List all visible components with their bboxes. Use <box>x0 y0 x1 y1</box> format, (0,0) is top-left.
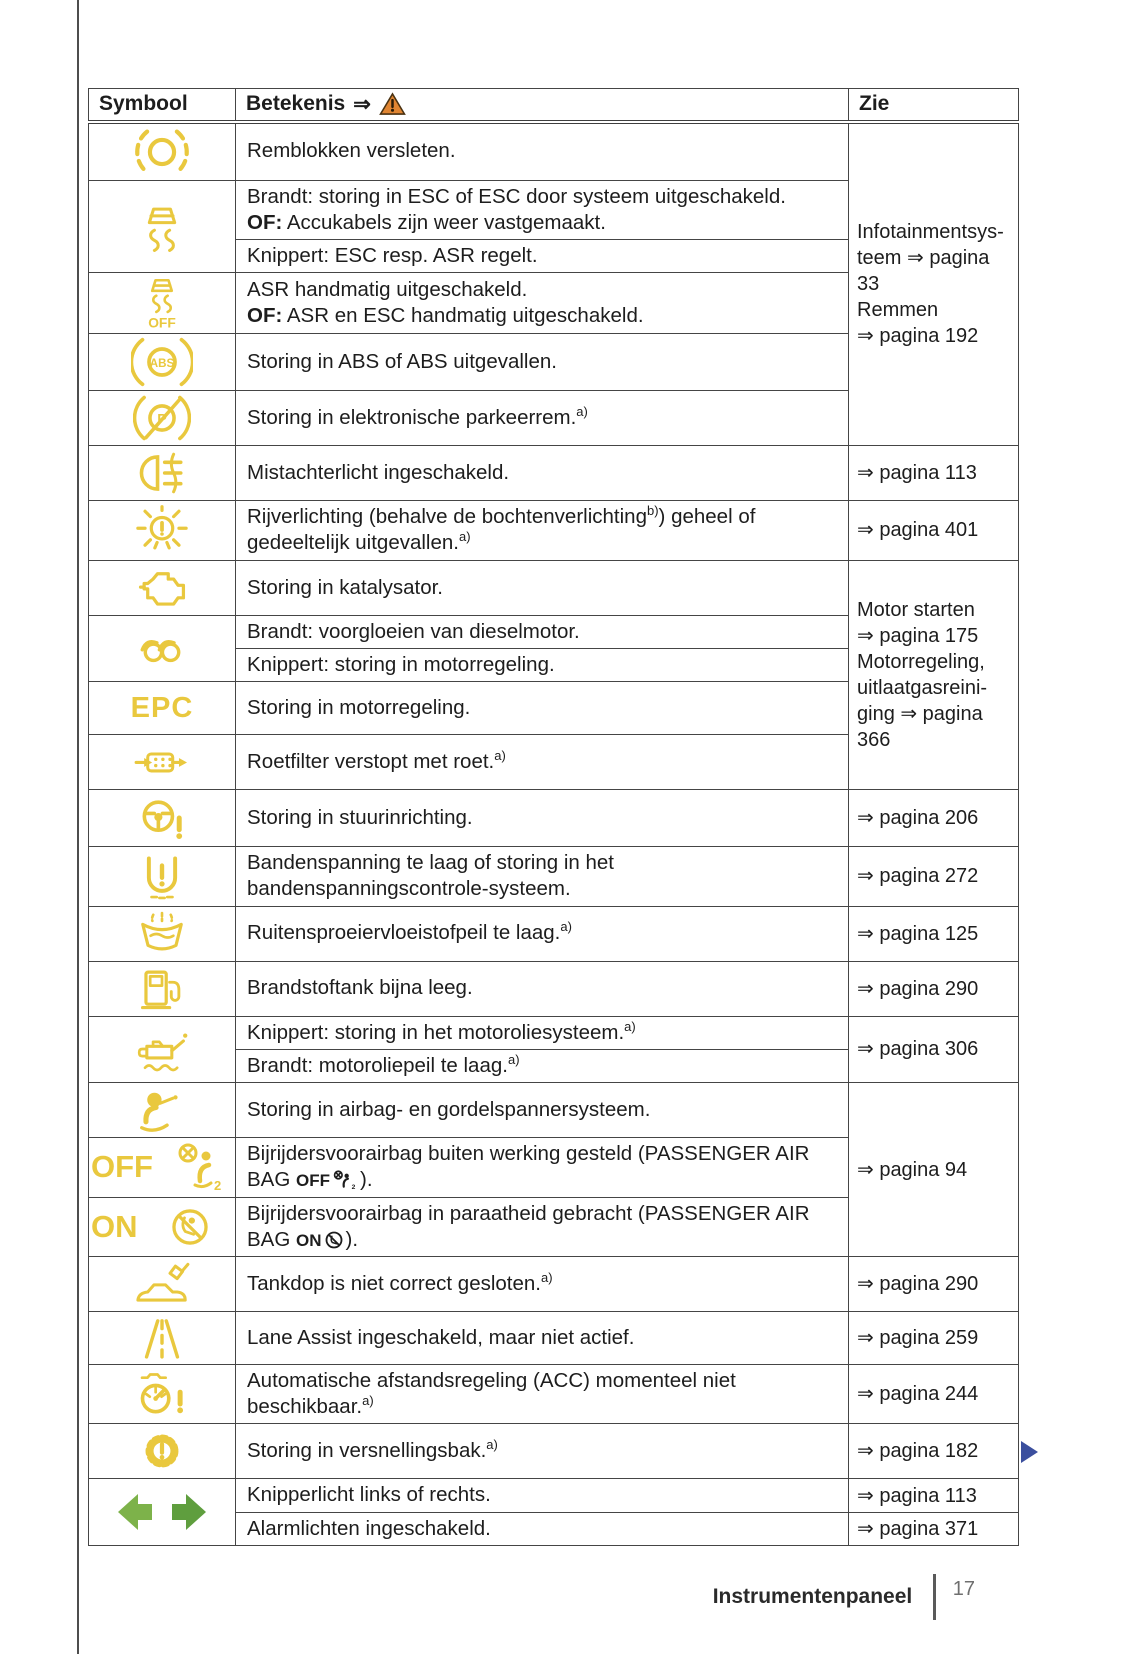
see-ref: Motor starten <box>857 598 975 621</box>
symbol-cell <box>89 1365 236 1424</box>
symbol-cell <box>89 1312 236 1365</box>
meaning-cell <box>236 446 849 501</box>
see-ref: ⇒ pagina 272 <box>857 865 979 888</box>
see-ref: Motorregeling, uitlaatgasreini-ging ⇒ pagina 366 <box>857 650 988 751</box>
meaning-cell <box>236 391 849 446</box>
passenger-airbag-on-inline-icon <box>324 1230 344 1250</box>
see-cell <box>849 1512 1019 1545</box>
footer-page-number: 17 <box>952 1578 975 1600</box>
meaning-text: Storing in elektronische parkeerrem. <box>247 406 577 430</box>
warning-triangle-icon <box>379 92 406 116</box>
symbol-cell <box>89 1424 236 1479</box>
see-ref: ⇒ pagina 290 <box>857 977 979 1000</box>
meaning-keyword: OF: <box>247 210 283 234</box>
see-cell <box>849 847 1019 906</box>
meaning-text: Storing in versnellingsbak. <box>247 1439 487 1463</box>
footer-section-title: Instrumentenpaneel <box>712 1585 913 1608</box>
meaning-cell <box>236 334 849 391</box>
rear-fog-light-icon <box>133 448 191 498</box>
meaning-keyword: OF: <box>247 304 283 328</box>
meaning-text: Storing in katalysator. <box>247 575 443 599</box>
tire-pressure-icon <box>134 850 190 902</box>
symbol-cell <box>89 391 236 446</box>
footnote-marker: a) <box>486 1437 498 1453</box>
gearbox-warning-icon <box>135 1426 189 1476</box>
symbol-cell <box>89 1016 236 1082</box>
meaning-cell <box>236 1138 849 1197</box>
passenger-airbag-off-inline-icon <box>332 1170 358 1190</box>
meaning-text: Brandt: motoroliepeil te laag. <box>247 1053 508 1077</box>
table-row <box>89 122 1019 181</box>
meaning-text: Storing in motorregeling. <box>247 696 471 720</box>
meaning-cell <box>236 1016 849 1049</box>
abs-warning-icon <box>131 336 193 388</box>
see-cell <box>849 1479 1019 1512</box>
see-ref: ⇒ pagina 206 <box>857 807 979 830</box>
symbol-cell <box>89 1257 236 1312</box>
see-cell <box>849 1016 1019 1082</box>
symbol-cell <box>89 334 236 391</box>
meaning-text: Storing in stuurinrichting. <box>247 806 473 830</box>
col-header-see <box>849 89 1019 122</box>
table-row <box>89 446 1019 501</box>
epc-icon: EPC <box>130 691 194 724</box>
symbol-cell <box>89 1138 236 1197</box>
steering-warning-icon <box>133 792 191 844</box>
svg-text:ABS: ABS <box>149 357 175 371</box>
symbol-cell <box>89 560 236 615</box>
meaning-text: Mistachterlicht ingeschakeld. <box>247 461 510 485</box>
passenger-airbag-on-glyph-icon <box>168 1205 212 1249</box>
meaning-text: ). <box>360 1168 373 1192</box>
footnote-marker: a) <box>507 1052 520 1068</box>
symbol-cell <box>89 790 236 847</box>
see-cell <box>849 1312 1019 1365</box>
see-ref: ⇒ pagina 113 <box>857 1484 977 1507</box>
symbol-cell <box>89 735 236 790</box>
meaning-text: Knippert: ESC resp. ASR regelt. <box>247 243 538 267</box>
engine-oil-icon <box>133 1024 191 1074</box>
table-row <box>89 847 1019 906</box>
footnote-marker: a) <box>458 529 471 545</box>
meaning-cell <box>236 1197 849 1256</box>
symbol-cell <box>89 122 236 181</box>
see-ref: ⇒ pagina 94 <box>857 1158 968 1181</box>
table-row <box>89 1365 1019 1424</box>
meaning-cell <box>236 1365 849 1424</box>
meaning-text: ASR en ESC handmatig uitgeschakeld. <box>282 304 644 328</box>
check-engine-icon <box>132 563 192 613</box>
symbol-cell <box>89 180 236 273</box>
col-header-symbol <box>89 89 236 122</box>
meaning-cell <box>236 560 849 615</box>
meaning-text: Rijverlichting (behalve de bochtenverlichting <box>247 505 647 529</box>
symbol-cell <box>89 682 236 735</box>
meaning-cell <box>236 615 849 648</box>
meaning-text: Storing in airbag- en gordelspannersysteem. <box>247 1097 651 1121</box>
brake-pads-worn-icon <box>132 126 192 178</box>
meaning-text: Accukabels zijn weer vastgemaakt. <box>282 210 606 234</box>
meaning-cell <box>236 1049 849 1082</box>
meaning-text: Knipperlicht links of rechts. <box>247 1483 491 1507</box>
footnote-marker: a) <box>624 1018 636 1034</box>
meaning-text: ). <box>345 1227 359 1251</box>
meaning-cell <box>236 239 849 272</box>
turn-signals-icon <box>114 1490 210 1534</box>
symbol-cell <box>89 273 236 334</box>
symbol-cell <box>89 847 236 906</box>
meaning-cell <box>236 501 849 560</box>
asr-off-icon <box>136 275 188 331</box>
table-row <box>89 1083 1019 1138</box>
table-header-row <box>89 89 1019 122</box>
meaning-cell <box>236 1479 849 1512</box>
meaning-cell <box>236 122 849 181</box>
svg-text:2: 2 <box>351 1184 356 1191</box>
see-ref: Infotainmentsys-teem ⇒ pagina 33 <box>857 221 1004 296</box>
table-row <box>89 961 1019 1016</box>
glow-plug-icon <box>133 624 191 672</box>
meaning-keyword: ON <box>296 1230 322 1250</box>
symbol-cell <box>89 1479 236 1545</box>
footnote-marker: a) <box>576 404 588 420</box>
see-ref: ⇒ pagina 244 <box>857 1383 979 1406</box>
meaning-text: Brandstoftank bijna leeg. <box>247 976 473 1000</box>
meaning-cell <box>236 1512 849 1545</box>
table-row <box>89 1424 1019 1479</box>
warning-lights-table <box>88 88 1019 1546</box>
meaning-cell <box>236 1312 849 1365</box>
passenger-airbag-on-icon <box>91 1205 233 1249</box>
svg-text:OFF: OFF <box>148 314 176 331</box>
see-cell <box>849 790 1019 847</box>
meaning-text: Roetfilter verstopt met roet. <box>247 750 495 774</box>
meaning-text: Ruitensproeiervloeistofpeil te laag. <box>247 921 561 945</box>
footer-divider <box>933 1574 936 1620</box>
col-header-meaning <box>236 89 849 122</box>
col-header-meaning-label: Betekenis <box>246 92 346 116</box>
meaning-cell <box>236 1083 849 1138</box>
table-row <box>89 1016 1019 1049</box>
col-header-see-label: Zie <box>859 92 890 116</box>
footnote-marker: b) <box>646 503 659 519</box>
col-header-symbol-label: Symbool <box>99 92 188 116</box>
next-page-arrow-icon <box>1021 1441 1038 1463</box>
meaning-cell <box>236 180 849 239</box>
parking-brake-warning-icon <box>133 393 191 443</box>
symbol-cell <box>89 961 236 1016</box>
washer-fluid-icon <box>134 909 190 959</box>
meaning-text: Brandt: voorgloeien van dieselmotor. <box>247 619 580 643</box>
passenger-airbag-off-icon <box>91 1143 233 1191</box>
symbol-cell <box>89 615 236 681</box>
meaning-text: Bijrijdersvoorairbag in paraatheid gebracht (PASSENGER AIR BAG <box>247 1201 810 1251</box>
see-cell <box>849 1257 1019 1312</box>
symbol-cell <box>89 1197 236 1256</box>
see-cell <box>849 122 1019 446</box>
see-cell <box>849 560 1019 789</box>
meaning-text: Alarmlichten ingeschakeld. <box>247 1516 491 1540</box>
meaning-text: Tankdop is niet correct gesloten. <box>247 1271 541 1295</box>
light-failure-icon <box>133 505 191 555</box>
see-ref: ⇒ pagina 125 <box>857 922 979 945</box>
particulate-filter-icon <box>131 737 193 787</box>
meaning-text: Remblokken versleten. <box>247 139 456 163</box>
on-label: ON <box>91 1208 138 1244</box>
see-ref: ⇒ pagina 401 <box>857 519 979 542</box>
symbol-cell <box>89 501 236 560</box>
meaning-text: Bijrijdersvoorairbag buiten werking gesteld (PASSENGER AIR BAG <box>247 1142 810 1192</box>
meaning-cell <box>236 648 849 681</box>
fuel-cap-icon <box>133 1259 191 1309</box>
meaning-text: Brandt: storing in ESC of ESC door systeem uitgeschakeld. <box>247 184 786 208</box>
acc-unavailable-icon <box>133 1368 191 1420</box>
see-ref: Remmen <box>857 299 939 322</box>
airbag-warning-icon <box>135 1085 189 1135</box>
meaning-text: ) geheel of gedeeltelijk uitgevallen. <box>247 505 756 555</box>
see-cell <box>849 961 1019 1016</box>
see-cell <box>849 501 1019 560</box>
esc-warning-icon <box>135 197 189 255</box>
table-row <box>89 560 1019 615</box>
meaning-cell <box>236 682 849 735</box>
see-cell <box>849 1365 1019 1424</box>
off-label: OFF <box>91 1149 153 1185</box>
see-cell <box>849 446 1019 501</box>
meaning-cell <box>236 847 849 906</box>
table-row <box>89 1479 1019 1512</box>
see-ref: ⇒ pagina 290 <box>857 1273 979 1296</box>
meaning-cell <box>236 790 849 847</box>
footnote-marker: a) <box>494 748 506 764</box>
ref-arrow: ⇒ <box>353 92 371 116</box>
see-ref: ⇒ pagina 371 <box>857 1517 979 1540</box>
table-row <box>89 1312 1019 1365</box>
meaning-text: Automatische afstandsregeling (ACC) momenteel niet beschikbaar. <box>247 1369 736 1419</box>
footnote-marker: a) <box>560 919 572 935</box>
see-ref: ⇒ pagina 192 <box>857 325 979 348</box>
meaning-text: Lane Assist ingeschakeld, maar niet actief. <box>247 1325 635 1349</box>
table-row <box>89 906 1019 961</box>
footnote-marker: a) <box>541 1270 553 1286</box>
see-ref: ⇒ pagina 306 <box>857 1038 979 1061</box>
see-cell <box>849 1083 1019 1257</box>
symbol-cell <box>89 446 236 501</box>
svg-text:P: P <box>157 411 167 428</box>
meaning-cell <box>236 1257 849 1312</box>
meaning-cell <box>236 961 849 1016</box>
symbol-cell <box>89 906 236 961</box>
table-row <box>89 501 1019 560</box>
meaning-cell <box>236 1424 849 1479</box>
page-footer <box>713 1574 975 1620</box>
see-cell <box>849 906 1019 961</box>
meaning-cell <box>236 735 849 790</box>
lane-assist-icon <box>134 1314 190 1362</box>
see-ref: ⇒ pagina 175 <box>857 624 979 647</box>
passenger-airbag-off-glyph-icon <box>174 1143 222 1191</box>
table-row <box>89 790 1019 847</box>
meaning-keyword: OFF <box>296 1171 330 1191</box>
see-ref: ⇒ pagina 259 <box>857 1327 979 1350</box>
meaning-cell <box>236 906 849 961</box>
see-cell <box>849 1424 1019 1479</box>
see-ref: ⇒ pagina 182 <box>857 1440 979 1463</box>
meaning-text: ASR handmatig uitgeschakeld. <box>247 277 528 301</box>
footnote-marker: a) <box>362 1393 374 1409</box>
meaning-text: Knippert: storing in motorregeling. <box>247 652 555 676</box>
meaning-text: Bandenspanning te laag of storing in het bandenspanningscontrole-systeem. <box>247 851 614 901</box>
meaning-cell <box>236 273 849 334</box>
fuel-low-icon <box>135 964 189 1014</box>
meaning-text: Knippert: storing in het motoroliesysteem. <box>247 1020 625 1044</box>
meaning-text: Storing in ABS of ABS uitgevallen. <box>247 350 557 374</box>
svg-text:2: 2 <box>213 1178 221 1192</box>
scan-edge-line <box>77 0 79 1654</box>
symbol-cell <box>89 1083 236 1138</box>
see-ref: ⇒ pagina 113 <box>857 462 977 485</box>
table-row <box>89 1257 1019 1312</box>
